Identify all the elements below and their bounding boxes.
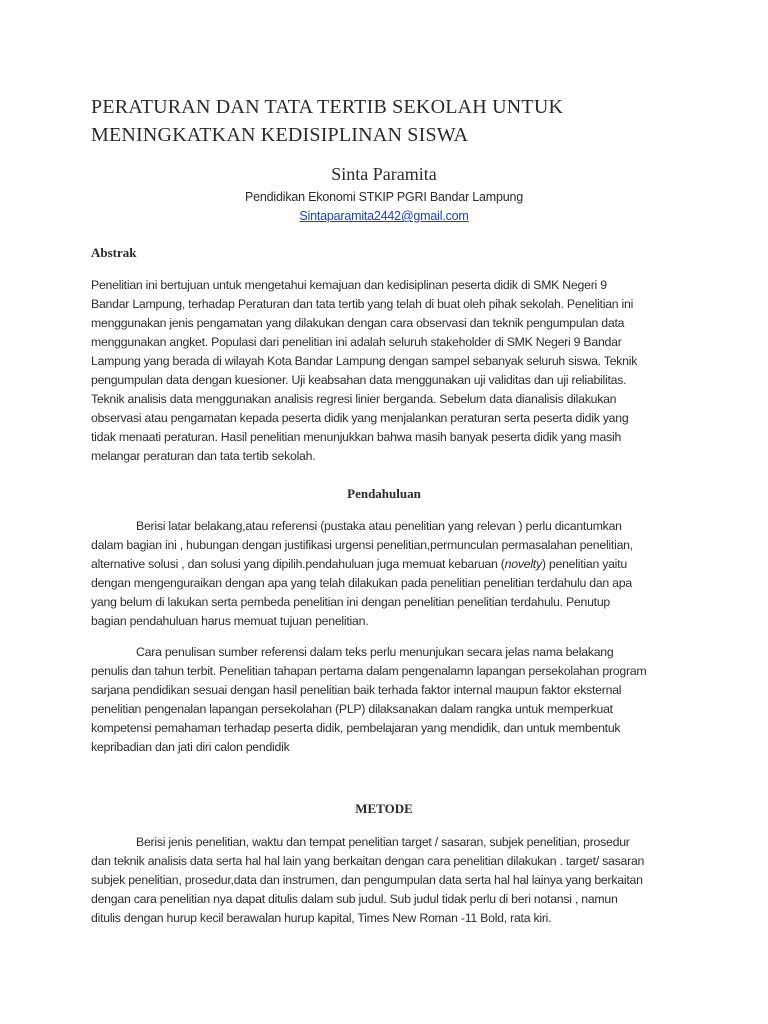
abstract-line: Lampung yang berada di wilayah Kota Bandar Lampung dengan sampel sebanyak seluruh siswa. Teknik	[91, 354, 638, 368]
metode-line: ditulis dengan hurup kecil berawalan hurup kapital, Times New Roman -11 Bold, rata kiri.	[91, 911, 552, 925]
paper-title-line-2: MENINGKATKAN KEDISIPLINAN SISWA	[91, 124, 469, 146]
abstract-line: melangar peraturan dan tata tertib sekolah.	[91, 449, 316, 463]
abstract-line: menggunakan angket. Populasi dari penelitian ini adalah seluruh stakeholder di SMK Negeri 9 Bandar	[91, 335, 622, 349]
pendahuluan-heading: Pendahuluan	[347, 486, 421, 501]
abstract-line: Teknik analisis data menggunakan analisis regresi linier berganda. Sebelum data dianalisis dilakukan	[91, 392, 617, 406]
pendahuluan-line: dalam bagian ini , hubungan dengan justifikasi urgensi penelitian,permunculan permasalahan penelitian,	[91, 538, 633, 552]
pendahuluan-line: penelitian pengenalan lapangan persekolahan (PLP) dilaksanakan dalam rangka untuk memperkuat	[91, 702, 613, 716]
pendahuluan-line: kepribadian dan jati diri calon pendidik	[91, 740, 290, 754]
pendahuluan-line: bagian pendahuluan harus memuat tujuan penelitian.	[91, 614, 369, 628]
metode-line: dan teknik analisis data serta hal hal lain yang berkaitan dengan cara penelitian dilakukan . target/ sasaran	[91, 854, 645, 868]
pendahuluan-text-segment: ) penelitian yaitu	[541, 557, 627, 571]
email-link[interactable]: Sintaparamita2442@gmail.com	[299, 209, 469, 223]
abstract-heading: Abstrak	[91, 245, 137, 260]
author-email	[0, 207, 768, 225]
pendahuluan-line: yang belum di lakukan serta pembeda penelitian ini dengan penelitian penelitian terdahulu. Penutup	[91, 595, 611, 609]
metode-line: Berisi jenis penelitian, waktu dan tempat penelitian target / sasaran, subjek penelitian, prosedur	[136, 835, 630, 849]
pendahuluan-line: kompetensi pemahaman terhadap peserta didik, pembelajaran yang mendidik, dan untuk membentuk	[91, 721, 621, 735]
pendahuluan-line: penulis dan tahun terbit. Penelitian tahapan pertama dalam pengenalamn lapangan persekolahan program	[91, 664, 647, 678]
abstract-line: menggunakan jenis pengamatan yang dilakukan dengan cara observasi dan teknik pengumpulan data	[91, 316, 625, 330]
paper-title	[91, 93, 691, 149]
pendahuluan-text-segment: alternative solusi , dan solusi yang dipilih.pendahuluan juga memuat kebaruan (	[91, 557, 505, 571]
abstract-line: tidak menaati peraturan. Hasil penelitian menunjukkan bahwa masih banyak peserta didik yang masih	[91, 430, 622, 444]
abstract-line: Bandar Lampung, terhadap Peraturan dan tata tertib yang telah di buat oleh pihak sekolah. Penelitian ini	[91, 297, 634, 311]
novelty-italic: novelty	[504, 557, 542, 571]
abstract-paragraph	[91, 276, 681, 466]
metode-heading: METODE	[355, 801, 413, 816]
author-affiliation: Pendidikan Ekonomi STKIP PGRI Bandar Lampung	[245, 190, 523, 204]
pendahuluan-paragraph-2	[91, 643, 681, 757]
pendahuluan-line: Cara penulisan sumber referensi dalam teks perlu menunjukan secara jelas nama belakang	[136, 645, 614, 659]
pendahuluan-line	[91, 555, 681, 574]
paper-title-line-1: PERATURAN DAN TATA TERTIB SEKOLAH UNTUK	[91, 96, 564, 118]
pendahuluan-line: sarjana pendidikan sesuai dengan hasil penelitian baik terhada faktor internal maupun faktor eksternal	[91, 683, 622, 697]
pendahuluan-line: dengan mengenguraikan dengan apa yang telah dilakukan pada penelitian penelitian terdahulu dan apa	[91, 576, 632, 590]
abstract-line: observasi atau pengamatan kepada peserta didik yang menjalankan peraturan serta peserta didik yang	[91, 411, 629, 425]
pendahuluan-line: Berisi latar belakang,atau referensi (pustaka atau penelitian yang relevan ) perlu dicantumkan	[136, 519, 622, 533]
author-name: Sinta Paramita	[331, 164, 437, 184]
metode-line: subjek penelitian, prosedur,data dan instrumen, dan pengumpulan data serta hal hal lainya yang berkaitan	[91, 873, 643, 887]
metode-line: dengan cara penelitian nya dapat ditulis dalam sub judul. Sub judul tidak perlu di beri notansi , namun	[91, 892, 618, 906]
abstract-line: Penelitian ini bertujuan untuk mengetahui kemajuan dan kedisiplinan peserta didik di SMK Negeri 9	[91, 278, 607, 292]
pendahuluan-paragraph-1	[91, 517, 681, 631]
abstract-line: pengumpulan data dengan kuesioner. Uji keabsahan data menggunakan uji validitas dan uji reliabilitas.	[91, 373, 627, 387]
metode-paragraph	[91, 833, 681, 928]
